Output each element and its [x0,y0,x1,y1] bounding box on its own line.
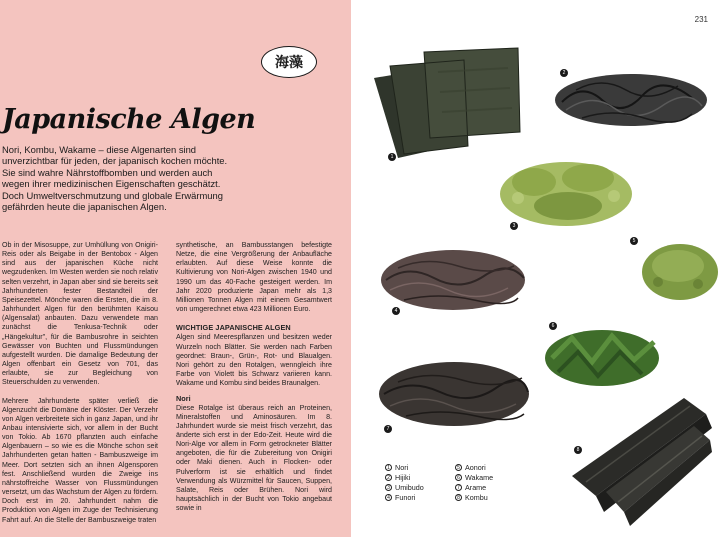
text-column-right [176,241,332,522]
marker-8: 8 [574,446,582,454]
marker-3: 3 [510,222,518,230]
text-column-left [2,241,158,534]
legend-number: 5 [455,464,462,471]
legend-item [385,472,455,482]
legend-number: 3 [385,484,392,491]
paragraph: Diese Rotalge ist überaus reich an Proteinen, Mineralstoffen und Aminosäuren. Im 8. Jahrhundert wurde sie meist frisch verzehrt, das änderte sich erst in der Edo-Zeit. Heute wird die Nori-Alge vor allem in Form getrockneter Blätter angeboten, die für die Zubereitung von Onigiri oder Maki dienen. Auch in Flocken- oder Pulverform ist sie erhältlich und findet Verwendung als Würzmittel für Saucen, Suppen, Salate, Reis oder Brühen. Nori wird hauptsächlich in der Bucht von Tokio angebaut sowie in [176,403,332,513]
hijiki-illustration [552,62,710,132]
nori-illustration [368,42,528,162]
legend-label: Funori [395,492,416,502]
legend-item [385,482,455,492]
legend-item [455,482,525,492]
section-heading: WICHTIGE JAPANISCHE ALGEN [176,323,291,333]
legend-item [455,472,525,482]
legend-label: Kombu [465,492,488,502]
paragraph: Mehrere Jahrhunderte später verließ die Algenzucht die Domäne der Klöster. Der Verzehr von Algen verbreitete sich in ganz Japan, und ihr Anbau intensivierte sich, vor allem in der Bucht von Tokio. Ab 1670 pflanzten auch einfache Algenbauern – so wie es die Mönche schon seit Jahrhunderten getan hatten - Bambuszweige im Meer. Dort setzten sich an ihnen Algensporen fest. Anschließend wurden die Zweige ins nährstoffreiche Wasser von Flussmündungen versetzt, um das Wachstum der Algen zu fördern. Doch erst im 20. Jahrhundert nahm die Produktion von Algen im Zuge der Technisierung Fahrt auf. An die Stelle der Bambuszweige traten [2,396,158,524]
paragraph: synthetische, an Bambusstangen befestigte Netze, die eine Vergrößerung der Anbaufläche erlaubten. Auf diese Weise konnte die Kultivierung von Nori-Algen zwischen 1940 und 1990 um das 40-Fache gesteigert werden. Im Jahr 2020 produzierte Japan mehr als 1,3 Millionen Tonnen Algen mit einem Gesamtwert von umgerechnet etwa 423 Millionen Euro. [176,241,332,314]
legend-label: Umibudo [395,482,424,492]
kombu-illustration [566,392,714,532]
legend-item [385,462,455,472]
legend-item [455,492,525,502]
marker-6: 6 [549,322,557,330]
paragraph: Algen sind Meerespflanzen und besitzen weder Wurzeln noch Blätter. Sie werden nach Farben geordnet: Braun-, Grün-, Rot- und Blaualgen. Nori gehört zu den Rotalgen, wenngleich ihre Farbe von Violett bis Schwarz variieren kann. Wakame und Kombu sind beides Braunalgen. [176,333,332,388]
page-number: 231 [694,15,708,24]
marker-2: 2 [560,69,568,77]
legend-number: 8 [455,494,462,501]
aonori-illustration [638,232,720,302]
legend-label: Wakame [465,472,494,482]
intro-text: Nori, Kombu, Wakame – diese Algenarten sind unverzichtbar für jeden, der japanisch kochen möchte. Sie sind wahre Nährstoffbomben und werden auch wegen ihrer medizinischen Eigenschaften geschätzt. Doch Umweltverschmutzung und globale Erwärmung gefährden heute die japanischen Algen. [2,144,228,213]
legend-label: Nori [395,462,409,472]
legend-number: 4 [385,494,392,501]
marker-5: 5 [630,237,638,245]
legend-number: 6 [455,474,462,481]
legend-item [455,462,525,472]
legend-label: Hijiki [395,472,411,482]
legend-label: Arame [465,482,487,492]
kanji-badge: 海藻 [261,46,317,78]
marker-7: 7 [384,425,392,433]
subheading: Nori [176,394,191,404]
page-title: Japanische Algen [2,104,256,135]
paragraph: Ob in der Misosuppe, zur Umhüllung von Onigiri-Reis oder als Beigabe in der Bentobox - Algen sind aus der japanischen Küche nicht wegzudenken. Im Westen werden sie noch relativ selten verzehrt, in Japan aber sind sie bereits seit Jahrhunderten fester Bestandteil der Speisezettel. Mönche waren die Ersten, die im 8. Jahrhundert Algen für den berühmten Kaisou (Algensalat) anbauten. Dazu verwendete man zunächst die Tenkusa-Technik oder „Hängekultur", für die Bambusrohre in seichten Gewässer von Buchten und Flussmündungen aufgestellt wurden. Die damalige Bedeutung der Algen offenbart ein Gesetz von 701, das erlaubte, sie zur Begleichung von Steuerschulden zu verwenden. [2,241,159,387]
legend-column-left [385,462,455,502]
legend-number: 1 [385,464,392,471]
legend-label: Aonori [465,462,486,472]
legend-number: 2 [385,474,392,481]
arame-illustration [376,348,532,430]
marker-1: 1 [388,153,396,161]
legend-column-right [455,462,525,502]
legend-number: 7 [455,484,462,491]
wakame-illustration [542,318,662,390]
legend-item [385,492,455,502]
marker-4: 4 [392,307,400,315]
funori-illustration [378,236,528,316]
umibudo-illustration [498,152,634,230]
left-page [0,0,351,537]
